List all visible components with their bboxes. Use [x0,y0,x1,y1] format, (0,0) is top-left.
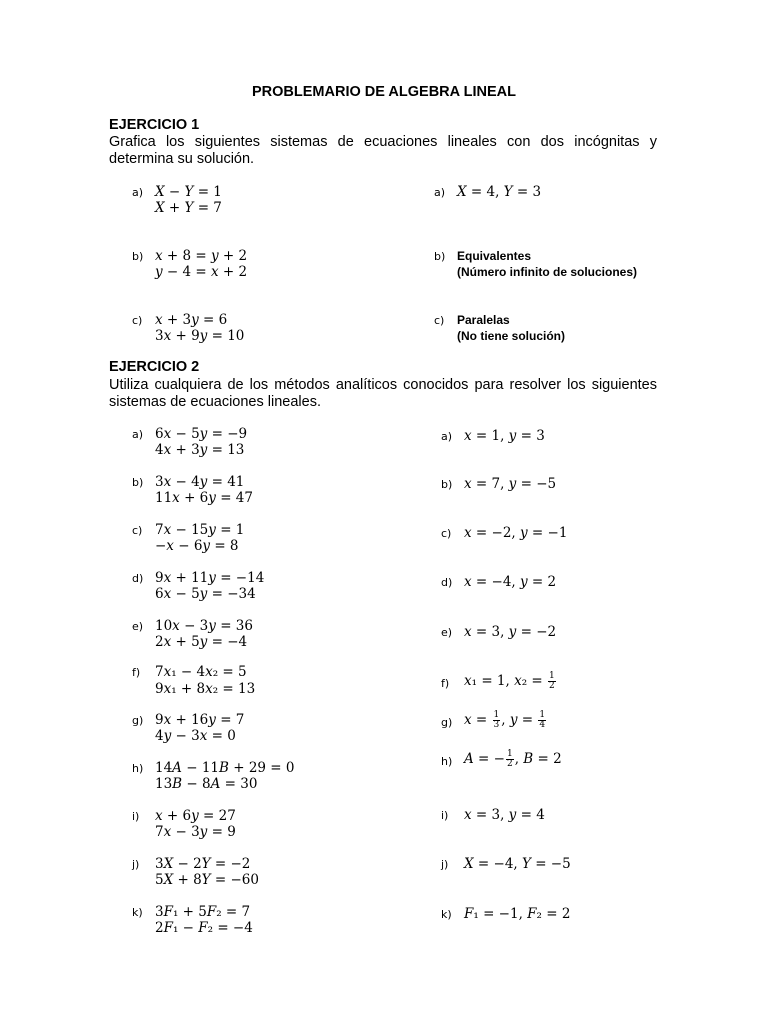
ex1-answer-note: (No tiene solución) [457,329,565,343]
ex2-equation: 3𝑥 − 4𝑦 = 41 [155,474,245,490]
fraction [538,711,546,730]
ex2-problem-label: b) [132,476,144,489]
ex2-answer: 𝐹₁ = −1, 𝐹₂ = 2 [464,906,571,922]
ex2-equation: 7𝑥 − 3𝑦 = 9 [155,824,236,840]
fraction-denominator: 4 [539,720,546,730]
fraction-numerator: 1 [506,749,513,759]
ex2-problem-label: h) [132,762,144,775]
answer-text: 𝐴 = − [464,751,505,767]
ex2-problem-label: j) [132,858,140,871]
ex2-equation: 6𝑥 − 5𝑦 = −34 [155,586,256,602]
ex2-answer-label: j) [441,858,449,871]
ex2-answer: 𝑥 = 3, 𝑦 = 4 [464,807,545,823]
ex2-answer: 𝑥 = 7, 𝑦 = −5 [464,476,557,492]
ex2-answer-label: i) [441,809,449,822]
ex1-answer-label: c) [434,314,445,327]
ex1-answer: 𝑋 = 4, 𝑌 = 3 [457,184,542,200]
ex2-problem-label: d) [132,572,144,585]
exercise-1-heading: EJERCICIO 1 [109,117,200,133]
ex2-problem-label: i) [132,810,140,823]
ex2-answer [464,750,562,769]
ex2-equation: 11𝑥 + 6𝑦 = 47 [155,490,253,506]
ex2-problem-label: g) [132,714,144,727]
ex2-equation: 2𝐹₁ − 𝐹₂ = −4 [155,920,253,936]
ex2-equation: 9𝑥₁ + 8𝑥₂ = 13 [155,681,256,697]
fraction-numerator: 1 [549,671,555,681]
ex2-equation: 2𝑥 + 5𝑦 = −4 [155,634,248,650]
ex2-answer-label: a) [441,430,453,443]
ex2-answer: 𝑥 = 3, 𝑦 = −2 [464,624,557,640]
ex1-equation: 𝑥 + 8 = 𝑦 + 2 [155,248,248,264]
exercise-1-instruction: Grafica los siguientes sistemas de ecuaciones lineales con dos incógnitas y determina su solución. [109,134,657,167]
ex2-equation: 13𝐵 − 8𝐴 = 30 [155,776,258,792]
ex2-equation: 10𝑥 − 3𝑦 = 36 [155,618,253,634]
ex2-answer-label: f) [441,677,450,690]
ex2-equation: 3𝐹₁ + 5𝐹₂ = 7 [155,904,251,920]
ex1-equation: 3𝑥 + 9𝑦 = 10 [155,328,245,344]
ex2-answer-label: e) [441,626,453,639]
fraction-denominator: 2 [549,681,555,691]
exercise-2-heading: EJERCICIO 2 [109,359,200,375]
answer-text: 𝑥₁ = 1, 𝑥₂ = [464,673,548,689]
ex1-equation: 𝑦 − 4 = 𝑥 + 2 [155,264,248,280]
ex2-equation: 4𝑦 − 3𝑥 = 0 [155,728,236,744]
ex2-answer [464,672,557,691]
ex2-problem-label: a) [132,428,144,441]
ex1-answer: Paralelas [457,313,510,327]
ex2-equation: 3𝑋 − 2𝑌 = −2 [155,856,251,872]
ex2-answer: 𝑥 = −2, 𝑦 = −1 [464,525,568,541]
ex2-problem-label: c) [132,524,143,537]
ex2-equation: 9𝑥 + 11𝑦 = −14 [155,570,265,586]
ex1-answer-note: (Número infinito de soluciones) [457,265,638,279]
ex2-problem-label: e) [132,620,144,633]
answer-text: , 𝐵 = 2 [514,751,562,767]
ex1-problem-label: b) [132,250,144,263]
page-title: PROBLEMARIO DE ALGEBRA LINEAL [252,84,516,100]
fraction-denominator: 2 [506,759,513,769]
ex2-answer [464,711,547,730]
ex1-equation: 𝑋 + 𝑌 = 7 [155,200,222,216]
ex2-answer-label: d) [441,576,453,589]
ex2-equation: 𝑥 + 6𝑦 = 27 [155,808,236,824]
ex2-equation: 5𝑋 + 8𝑌 = −60 [155,872,259,888]
ex2-answer: 𝑋 = −4, 𝑌 = −5 [464,856,571,872]
fraction-numerator: 1 [539,710,546,720]
fraction-denominator: 3 [493,720,500,730]
ex2-answer-label: c) [441,527,452,540]
ex2-equation: 9𝑥 + 16𝑦 = 7 [155,712,245,728]
ex2-answer: 𝑥 = −4, 𝑦 = 2 [464,574,557,590]
ex2-equation: 7𝑥₁ − 4𝑥₂ = 5 [155,664,247,680]
ex1-equation: 𝑋 − 𝑌 = 1 [155,184,222,200]
ex2-answer-label: k) [441,908,452,921]
ex1-equation: 𝑥 + 3𝑦 = 6 [155,312,228,328]
ex2-equation: −𝑥 − 6𝑦 = 8 [155,538,239,554]
fraction [506,750,514,769]
ex2-equation: 4𝑥 + 3𝑦 = 13 [155,442,245,458]
ex2-equation: 7𝑥 − 15𝑦 = 1 [155,522,245,538]
ex2-answer: 𝑥 = 1, 𝑦 = 3 [464,428,545,444]
ex1-answer-label: b) [434,250,446,263]
answer-text: 𝑥 = [464,712,492,728]
answer-text: , 𝑦 = [501,712,538,728]
ex1-problem-label: c) [132,314,143,327]
ex2-problem-label: k) [132,906,143,919]
ex1-problem-label: a) [132,186,144,199]
fraction [493,711,501,730]
ex2-answer-label: b) [441,478,453,491]
fraction-numerator: 1 [493,710,500,720]
ex2-answer-label: g) [441,716,453,729]
ex1-answer: Equivalentes [457,249,532,263]
ex2-answer-label: h) [441,755,453,768]
fraction [548,672,556,691]
ex1-answer-label: a) [434,186,446,199]
ex2-equation: 6𝑥 − 5𝑦 = −9 [155,426,248,442]
exercise-2-instruction: Utiliza cualquiera de los métodos analíticos conocidos para resolver los siguientes sistemas de ecuaciones lineales. [109,377,657,410]
ex2-problem-label: f) [132,666,141,679]
ex2-equation: 14𝐴 − 11𝐵 + 29 = 0 [155,760,295,776]
